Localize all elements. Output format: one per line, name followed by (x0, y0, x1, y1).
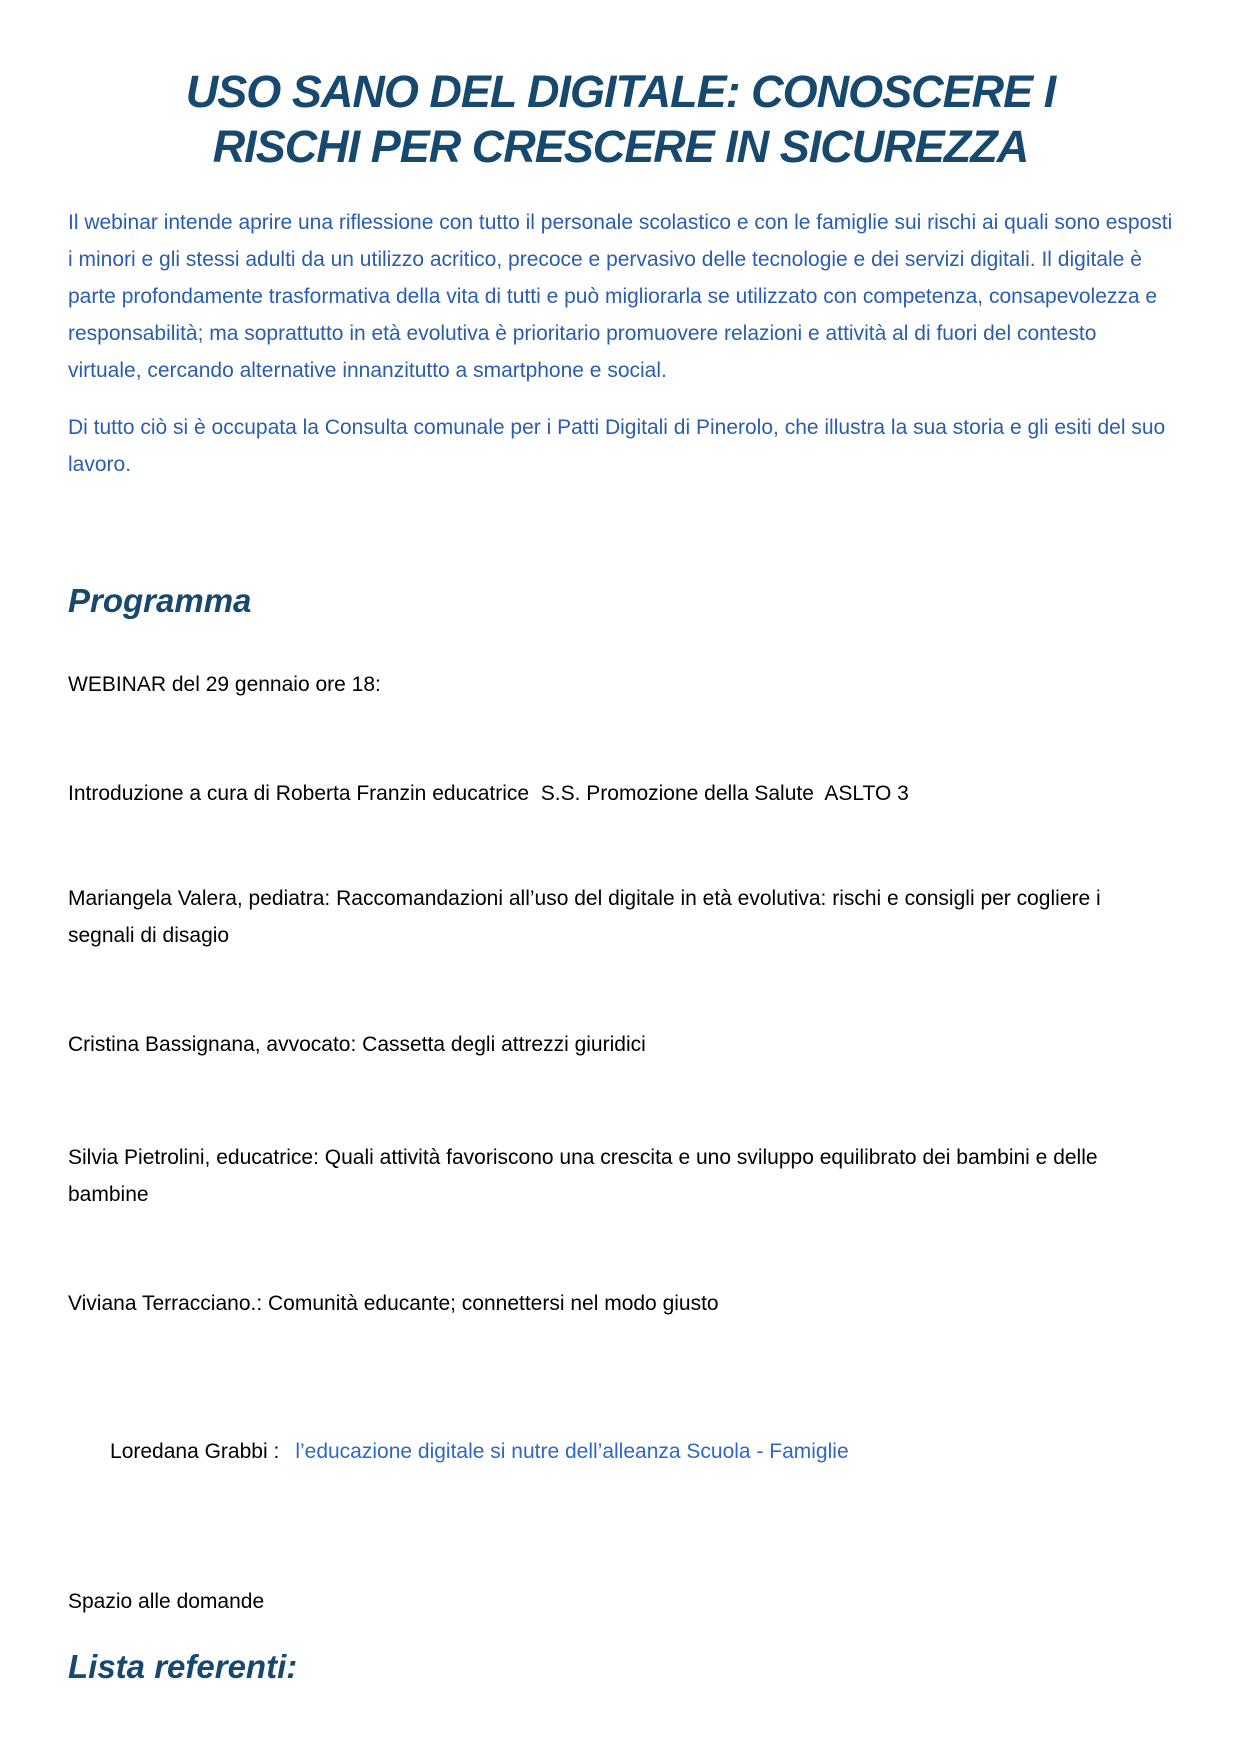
program-item-cristina-bassignana: Cristina Bassignana, avvocato: Cassetta degli attrezzi giuridici (68, 1033, 646, 1056)
program-item-introduzione: Introduzione a cura di Roberta Franzin educatrice S.S. Promozione della Salute ASLTO 3 (68, 782, 909, 805)
program-item-loredana-grabbi (68, 1396, 1173, 1507)
intro-paragraph-2: Di tutto ciò si è occupata la Consulta comunale per i Patti Digitali di Pinerolo, che illustra la sua storia e gli esiti del suo lavoro. (68, 416, 1166, 476)
program-link-educazione-digitale[interactable]: l’educazione digitale si nutre dell’alleanza Scuola - Famiglie (295, 1440, 849, 1463)
document-title-line-1: USO SANO DEL DIGITALE: CONOSCERE I (185, 66, 1056, 117)
document-title-line-2: RISCHI PER CRESCERE IN SICUREZZA (212, 121, 1029, 172)
program-item-viviana-terracciano: Viviana Terracciano.: Comunità educante; connettersi nel modo giusto (68, 1292, 719, 1315)
webinar-date-line: WEBINAR del 29 gennaio ore 18: (68, 673, 381, 696)
program-item-mariangela-valera: Mariangela Valera, pediatra: Raccomandazioni all’uso del digitale in età evolutiva: rischi e consigli per cogliere i segnali di disagio (68, 887, 1107, 947)
program-item-silvia-pietrolini: Silvia Pietrolini, educatrice: Quali attività favoriscono una crescita e uno sviluppo equilibrato dei bambini e delle bambine (68, 1146, 1104, 1206)
speaker-name-loredana: Loredana Grabbi : (110, 1440, 280, 1463)
document-title (68, 64, 1173, 174)
intro-paragraph-1: Il webinar intende aprire una riflessione con tutto il personale scolastico e con le famiglie sui rischi ai quali sono esposti i minori e gli stessi adulti da un utilizzo acritico, precoce e pervasivo delle tecnologie e dei servizi digitali. Il digitale è parte profondamente trasformativa della vita di tutti e può migliorarla se utilizzato con competenza, consapevolezza e responsabilità; ma soprattutto in età evolutiva è prioritario promuovere relazioni e attività al di fuori del contesto virtuale, cercando alternative innanzitutto a smartphone e social. (68, 211, 1173, 382)
programma-heading: Programma (68, 582, 252, 619)
lista-referenti-heading: Lista referenti: (68, 1648, 298, 1685)
document-content (0, 64, 1241, 1690)
program-item-spazio-domande: Spazio alle domande (68, 1590, 265, 1613)
